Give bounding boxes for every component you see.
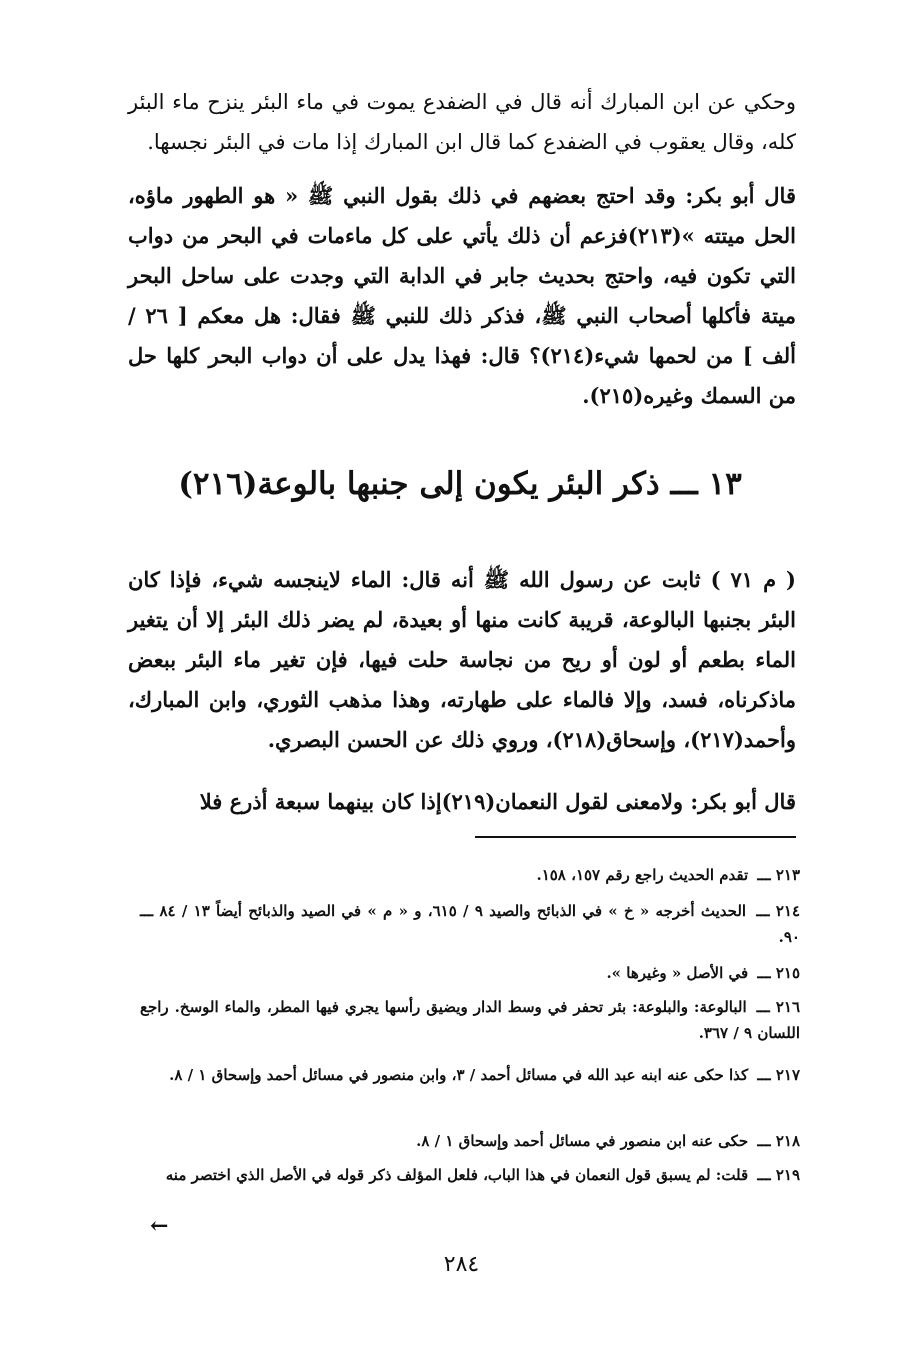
footnote-216 [140, 994, 800, 1046]
footnote-215 [140, 960, 800, 986]
footnote-217 [140, 1062, 800, 1088]
continuation-arrow-icon: ← [150, 1213, 169, 1239]
footnote-218 [140, 1128, 800, 1154]
footnote-text: قلت: لم يسبق قول النعمان في هذا الباب، فلعل المؤلف ذكر قوله في الأصل الذي اختصر منه [165, 1166, 749, 1184]
footnote-number: ٢١٦ ـــ [756, 998, 800, 1016]
footnote-text: في الأصل « وغيرها ». [606, 964, 749, 982]
footnote-214 [140, 898, 800, 950]
footnote-number: ٢١٨ ـــ [757, 1132, 800, 1150]
paragraph-abu-bakr-sea-animals: قال أبو بكر: وقد احتج بعضهم في ذلك بقول النبي ﷺ « هو الطهور ماؤه، الحل ميتته »(٢١٣)فزعم أن ذلك يأتي على كل ماءمات في البحر من دواب التي تكون فيه، واحتج بحديث جابر في الدابة التي وجدت على ساحل البحر ميتة فأكلها أصحاب النبي ﷺ، فذكر ذلك للنبي ﷺ فقال: هل معكم [ ٢٦ / ألف ] من لحمها شيء(٢١٤)؟ قال: فهذا يدل على أن دواب البحر كلها حل من السمك وغيره(٢١٥). [128, 183, 797, 408]
footnote-number: ٢١٣ ـــ [757, 866, 800, 884]
footnote-text: كذا حكى عنه ابنه عبد الله في مسائل أحمد / ٣، وابن منصور في مسائل أحمد وإسحاق ١ / ٨. [169, 1066, 749, 1084]
footnote-text: تقدم الحديث راجع رقم ١٥٧، ١٥٨. [536, 866, 749, 884]
footnote-text: الحديث أخرجه « خ » في الذبائح والصيد ٩ / ٦١٥، و « م » في الصيد والذبائح أيضاً ١٣ / ٨٤ ـــ ٩٠. [140, 902, 800, 946]
section-heading: ١٣ ـــ ذكر البئر يكون إلى جنبها بالوعة(٢١٦) [178, 466, 742, 502]
footnote-number: ٢١٧ ـــ [757, 1066, 800, 1084]
footnote-219 [140, 1162, 800, 1188]
footnote-number: ٢١٤ ـــ [756, 902, 800, 920]
paragraph-ibn-mubarak: وحكي عن ابن المبارك أنه قال في الضفدع يموت في ماء البئر ينزح ماء البئر كله، وقال يعقوب في الضفدع كما قال ابن المبارك إذا مات في البئر نجسها. [128, 90, 796, 154]
footnote-number: ٢١٩ ـــ [757, 1166, 800, 1184]
page-number: ٢٨٤ [443, 1252, 480, 1277]
paragraph-well-beside-cesspit: ( م ٧١ ) ثابت عن رسول الله ﷺ أنه قال: الماء لاينجسه شيء، فإذا كان البئر بجنبها البالوعة، قريبة كانت منها أو بعيدة، لم يضر ذلك البئر إلا أن يتغير الماء بطعم أو لون أو ريح من نجاسة حلت فيها، فإن تغير ماء البئر ببعض ماذكرناه، فسد، وإلا فالماء على طهارته، وهذا مذهب الثوري، وابن المبارك، وأحمد(٢١٧)، وإسحاق(٢١٨)، وروي ذلك عن الحسن البصري. [128, 567, 796, 752]
footnote-text: البالوعة: والبلوعة: بئر تحفر في وسط الدار ويضيق رأسها يجري فيها المطر، والماء الوسخ. راجع اللسان ٩ / ٣٦٧. [140, 998, 800, 1042]
footnote-separator [475, 836, 796, 838]
footnote-213 [140, 862, 800, 888]
paragraph-abu-bakr-numan: قال أبو بكر: ولامعنى لقول النعمان(٢١٩)إذا كان بينهما سبعة أذرع فلا [199, 789, 796, 814]
footnote-number: ٢١٥ ـــ [757, 964, 800, 982]
footnote-text: حكى عنه ابن منصور في مسائل أحمد وإسحاق ١ / ٨. [416, 1132, 749, 1150]
